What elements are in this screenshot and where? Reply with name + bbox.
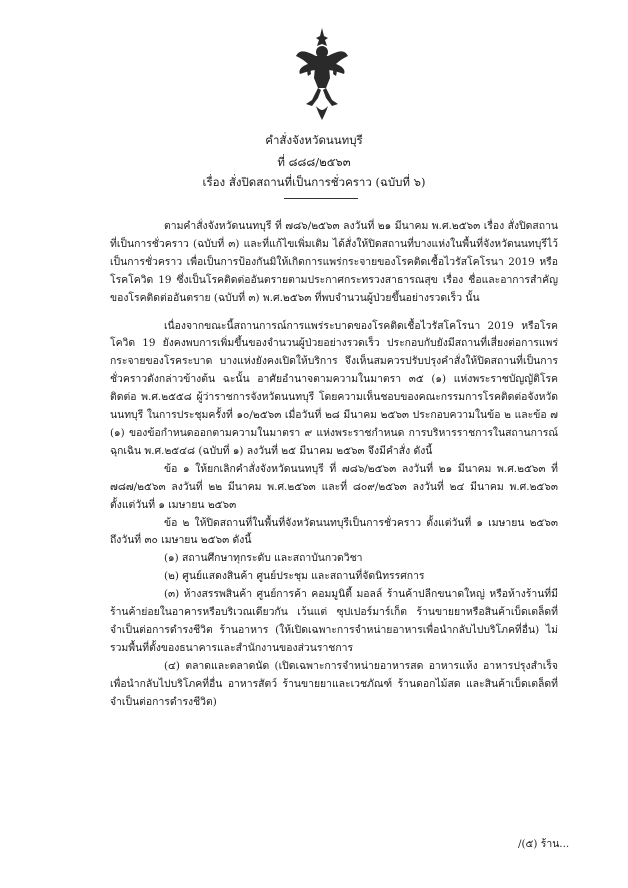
order-body [110,218,558,711]
order-subject: เรื่อง สั่งปิดสถานที่เป็นการชั่วคราว (ฉบับที่ ๖) [202,175,426,189]
list-item-3: (๓) ห้างสรรพสินค้า ศูนย์การค้า คอมมูนิตี้ มอลล์ ร้านค้าปลีกขนาดใหญ่ หรือห้างร้านที่มีร้านค้าย่อยในอาคารหรือบริเวณเดียวกัน เว้นแต่ ซุปเปอร์มาร์เก็ต ร้านขายยาหรือสินค้าเบ็ดเตล็ดที่จำเป็นต่อการดำรงชีวิต ร้านอาหาร (ให้เปิดเฉพาะการจำหน่ายอาหารเพื่อนำกลับไปบริโภคที่อื่น) ไม่รวมพื้นที่ตั้งของธนาคารและสำนักงานของส่วนราชการ [110,588,558,654]
title-divider [284,198,358,199]
paragraph-background: ตามคำสั่งจังหวัดนนทบุรี ที่ ๗๘๖/๒๕๖๓ ลงวันที่ ๒๑ มีนาคม พ.ศ.๒๕๖๓ เรื่อง สั่งปิดสถานที่เป็นการชั่วคราว (ฉบับที่ ๓) และที่แก้ไขเพิ่มเติม ได้สั่งให้ปิดสถานที่บางแห่งในพื้นที่จังหวัดนนทบุรีไว้เป็นการชั่วคราว เพื่อเป็นการป้องกันมิให้เกิดการแพร่กระจายของโรคติดเชื้อไวรัสโคโรนา 2019 หรือโรคโควิด 19 ซึ่งเป็นโรคติดต่ออันตรายตามประกาศกระทรวงสาธารณสุข เรื่อง ชื่อและอาการสำคัญ ของโรคติดต่ออันตราย (ฉบับที่ ๓) พ.ศ.๒๕๖๓ ที่พบจำนวนผู้ป่วยขึ้นอย่างรวดเร็ว นั้น [110,220,558,304]
clause-2: ข้อ ๒ ให้ปิดสถานที่ในพื้นที่จังหวัดนนทบุรีเป็นการชั่วคราว ตั้งแต่วันที่ ๑ เมษายน ๒๕๖๓ ถึงวันที่ ๓๐ เมษายน ๒๕๖๓ ดังนี้ [110,516,558,547]
garuda-emblem-icon [294,26,350,122]
page-continuation: /(๕) ร้าน... [518,838,570,850]
list-item-1: (๑) สถานศึกษาทุกระดับ และสถาบันกวดวิชา [164,552,363,565]
list-item-4: (๔) ตลาดและตลาดนัด (เปิดเฉพาะการจำหน่ายอาหารสด อาหารแห้ง อาหารปรุงสำเร็จเพื่อนำกลับไปบริโภคที่อื่น อาหารสัตว์ ร้านขายยาและเวชภัณฑ์ ร้านดอกไม้สด และสินค้าเบ็ดเตล็ดที่จำเป็นต่อการดำรงชีวิต) [110,659,558,708]
paragraph-rationale: เนื่องจากขณะนี้สถานการณ์การแพร่ระบาดของโรคติดเชื้อไวรัสโคโรนา 2019 หรือโรคโควิด 19 ยังคงพบการเพิ่มขึ้นของจำนวนผู้ป่วยอย่างรวดเร็ว ประกอบกับยังมีสถานที่เสี่ยงต่อการแพร่กระจายของโรคระบาด บางแห่งยังคงเปิดให้บริการ จึงเห็นสมควรปรับปรุงคำสั่งให้ปิดสถานที่เป็นการชั่วคราวดังกล่าวข้างต้น ฉะนั้น อาศัยอำนาจตามความในมาตรา ๓๕ (๑) แห่งพระราชบัญญัติโรคติดต่อ พ.ศ.๒๕๕๘ ผู้ว่าราชการจังหวัดนนทบุรี โดยความเห็นชอบของคณะกรรมการโรคติดต่อจังหวัดนนทบุรี ในการประชุมครั้งที่ ๑๐/๒๕๖๓ เมื่อวันที่ ๒๘ มีนาคม ๒๕๖๓ ประกอบความในข้อ ๒ และข้อ ๗ (๑) ของข้อกำหนดออกตามความในมาตรา ๙ แห่งพระราชกำหนด การบริหารราชการในสถานการณ์ฉุกเฉิน พ.ศ.๒๕๔๘ (ฉบับที่ ๑) ลงวันที่ ๒๕ มีนาคม ๒๕๖๓ จึงมีคำสั่ง ดังนี้ [110,319,558,457]
clause-1: ข้อ ๑ ให้ยกเลิกคำสั่งจังหวัดนนทบุรี ที่ ๗๘๖/๒๕๖๓ ลงวันที่ ๒๑ มีนาคม พ.ศ.๒๕๖๓ ที่ ๗๘๗/๒๕๖๓ ลงวันที่ ๒๒ มีนาคม พ.ศ.๒๕๖๓ และที่ ๘๐๙/๒๕๖๓ ลงวันที่ ๒๔ มีนาคม พ.ศ.๒๕๖๓ ตั้งแต่วันที่ ๑ เมษายน ๒๕๖๓ [110,462,558,511]
list-item-2: (๒) ศูนย์แสดงสินค้า ศูนย์ประชุม และสถานที่จัดนิทรรศการ [164,570,425,583]
issuing-authority: คำสั่งจังหวัดนนทบุรี [265,133,363,147]
order-number: ที่ ๘๘๘/๒๕๖๓ [277,155,351,169]
